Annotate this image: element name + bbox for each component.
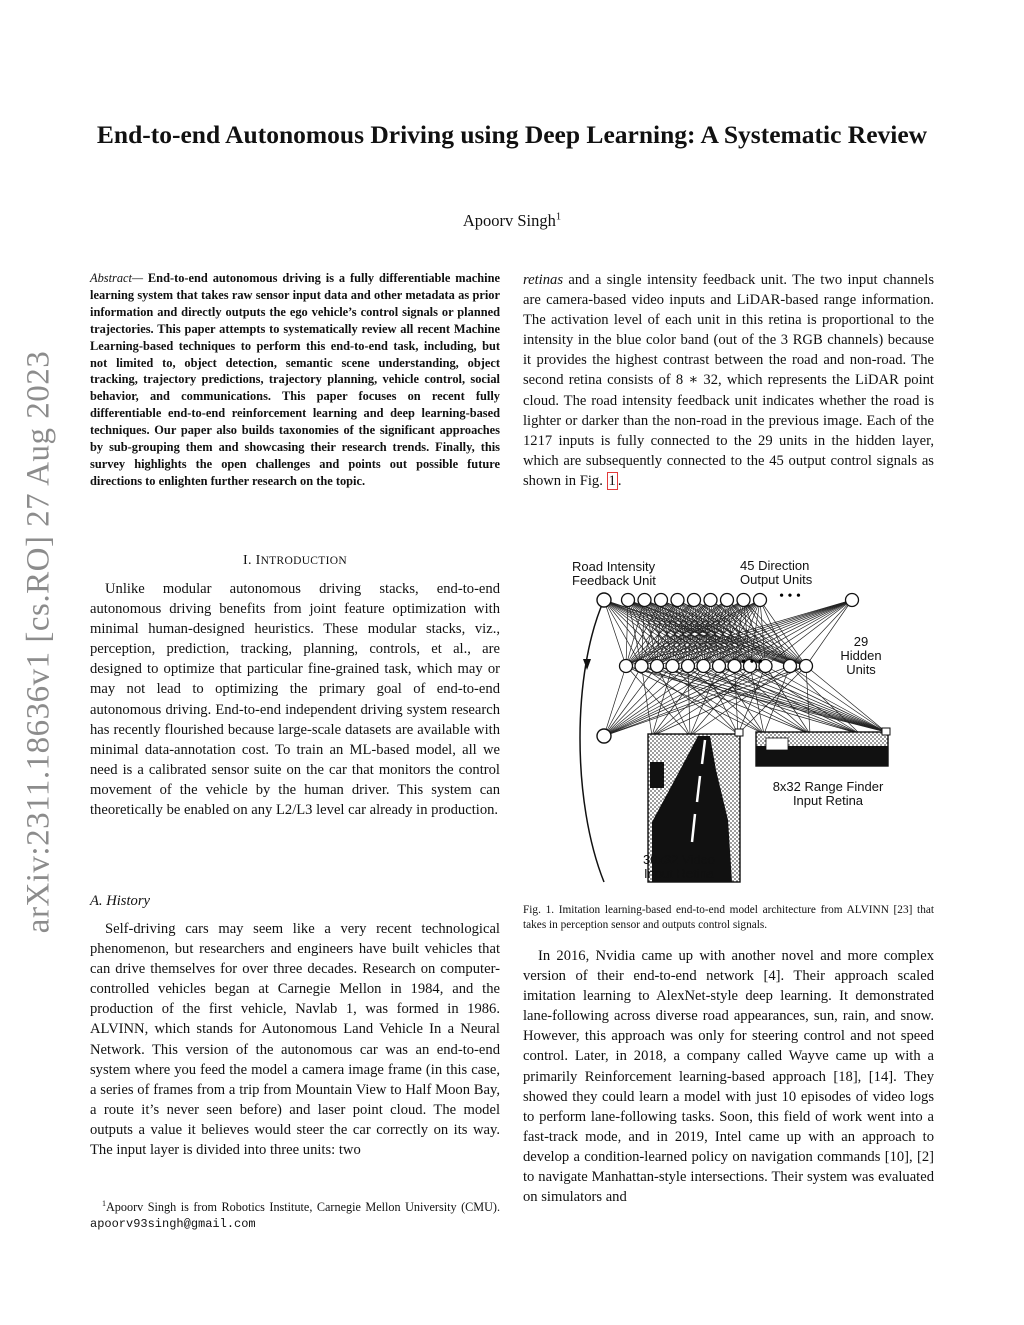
input-hidden-connection bbox=[604, 666, 657, 736]
label-hidden-line2: Hidden bbox=[840, 648, 882, 663]
hidden-unit-node bbox=[651, 660, 664, 673]
range-corner-unit bbox=[882, 728, 890, 735]
network-diagram bbox=[560, 552, 900, 892]
abstract-label: Abstract— bbox=[90, 271, 144, 285]
author-line bbox=[90, 211, 934, 231]
section-head-cap: I bbox=[255, 553, 261, 568]
output-unit-node bbox=[671, 594, 684, 607]
right-top-end: . bbox=[617, 472, 622, 489]
hidden-unit-node bbox=[635, 660, 648, 673]
hidden-unit-node bbox=[800, 660, 813, 673]
history-paragraph: Self-driving cars may seem like a very recent technological phenomenon, but researchers and engineers have built vehicles that can drive themselves for over three decades. Research on computer-controlled vehicles began at Carnegie Mellon in 1984, and the production of the first vehicle, Navlab 1, was formed in 1986. ALVINN, which stands for Autonomous Land Vehicle In a Neural Network. This version of the autonomous car was an end-to-end system where you feed the model a camera image frame (in this case, a series of frames from a trip from Mountain View to Half Moon Bay, a route it’s never seen before) and laser point cloud. The model outputs a value it believes would steer the car correctly on its way. The input layer is divided into three units: two bbox=[90, 921, 500, 1159]
hidden-unit-node bbox=[784, 660, 797, 673]
retinas-italic: retinas bbox=[523, 272, 563, 288]
output-unit-node bbox=[846, 594, 859, 607]
label-hidden-line3: Units bbox=[846, 662, 876, 677]
range-gap bbox=[766, 738, 788, 750]
output-unit-node bbox=[721, 594, 734, 607]
hidden-unit-node bbox=[713, 660, 726, 673]
label-output-line2: Output Units bbox=[740, 572, 813, 587]
video-roadside-object bbox=[650, 762, 664, 788]
paper-title: End-to-end Autonomous Driving using Deep Learning: A Systematic Review bbox=[96, 120, 928, 149]
right-top-text: and a single intensity feedback unit. The two input channels are camera-based video inputs and LiDAR-based range information. The activation level of each unit in this retina is proportional to the intensity in the blue color band (out of the 3 RGB channels) because it provides the highest contrast between the road and non-road. The second retina consists of 8 ∗ 32, which represents the LiDAR point cloud. The road intensity feedback unit indicates whether the road is lighter or darker than the non-road in the previous image. Each of the 1217 inputs is fully connected to the 29 units in the hidden layer, which are subsequently connected to the 45 output control signals as shown in Fig. bbox=[523, 272, 934, 489]
output-ellipsis: • • • bbox=[779, 589, 801, 604]
input-hidden-connection bbox=[688, 666, 860, 734]
input-hidden-connection bbox=[604, 666, 704, 736]
output-unit-node bbox=[704, 594, 717, 607]
output-unit-node bbox=[638, 594, 651, 607]
feedback-arrowhead bbox=[583, 659, 591, 670]
label-feedback-line1: Road Intensity bbox=[572, 559, 656, 574]
right-column-top-paragraph bbox=[523, 270, 934, 491]
figure-reference-link[interactable]: 1 bbox=[608, 472, 616, 489]
affiliation-mark: 1 bbox=[555, 211, 562, 223]
input-hidden-connection bbox=[806, 666, 810, 734]
label-range-line1: 8x32 Range Finder bbox=[772, 779, 884, 794]
label-hidden-line1: 29 bbox=[853, 634, 869, 649]
hidden-feedback-connection bbox=[604, 600, 719, 666]
feedback-input-unit bbox=[597, 729, 611, 743]
output-unit-node bbox=[655, 594, 668, 607]
label-range-line2: Input Retina bbox=[792, 793, 864, 808]
author-name: Apoorv Singh bbox=[462, 211, 556, 230]
label-video-line1: 30x32 Video bbox=[642, 852, 716, 867]
video-corner-unit bbox=[735, 729, 743, 736]
hidden-unit-node bbox=[697, 660, 710, 673]
section-heading-introduction bbox=[90, 553, 500, 569]
hidden-unit-node bbox=[620, 660, 633, 673]
arxiv-id: arXiv:2311.18636v1 [cs.RO] 27 Aug 2023 bbox=[20, 350, 57, 934]
hidden-ellipsis: • • • bbox=[741, 655, 763, 670]
abstract bbox=[90, 270, 500, 490]
output-unit-node bbox=[737, 594, 750, 607]
section-numeral: I. bbox=[243, 553, 256, 568]
input-hidden-connection bbox=[735, 666, 739, 734]
hidden-unit-node bbox=[682, 660, 695, 673]
figure-caption: Fig. 1. Imitation learning-based end-to-end model architecture from ALVINN [23] that takes in perception sensor and outputs control signals. bbox=[523, 904, 934, 931]
footnote-mark: 1 bbox=[102, 1199, 106, 1208]
subsection-heading-history: A. History bbox=[90, 893, 150, 909]
label-video-line2: Input Retina bbox=[643, 866, 715, 881]
arxiv-watermark bbox=[22, 342, 56, 942]
footnote bbox=[90, 1196, 500, 1232]
label-feedback-line2: Feedback Unit bbox=[572, 573, 656, 588]
output-unit-node bbox=[622, 594, 635, 607]
footnote-email[interactable]: apoorv93singh@gmail.com bbox=[90, 1216, 256, 1231]
intro-paragraph: Unlike modular autonomous driving stacks, end-to-end autonomous driving benefits from joint feature optimization with minimal human-designed heuristics. These modular stacks, viz., perception, prediction, tracking, planning, controls, et al., are designed to optimize that particular fine-grained task, which may or may not lead to optimizing the primary goal of end-to-end autonomous driving. End-to-end independent driving system research has recently flourished because large-scale datasets are available with minimal data-annotation cost. To train an ML-based model, all we need is a calibrated sensor suite on the car that monitors the control movement of the vehicle by the human driver. This system can theoretically be enabled on any L2/L3 level car already in production. bbox=[90, 581, 500, 819]
alvinn-figure bbox=[560, 552, 900, 892]
output-layer bbox=[622, 594, 859, 607]
hidden-unit-node bbox=[666, 660, 679, 673]
abstract-text: End-to-end autonomous driving is a fully differentiable machine learning system that takes raw sensor input data and other metadata as prior information and directly outputs the ego vehicle’s control signals or planned trajectories. This paper attempts to systematically review all recent Machine Learning-based techniques to perform this end-to-end task, including, but not limited to, object detection, semantic scene understanding, object tracking, trajectory predictions, trajectory planning, vehicle control, social behavior, and communications. This paper focuses on recent fully differentiable end-to-end reinforcement learning and deep learning-based techniques. Our paper also builds taxonomies of the significant approaches by sub-grouping them and showcasing their research trends. Finally, this survey highlights the open challenges and points out possible future directions to enlighten further research on the topic. bbox=[90, 271, 500, 488]
hidden-unit-node bbox=[728, 660, 741, 673]
footnote-text: Apoorv Singh is from Robotics Institute, Carnegie Mellon University (CMU). bbox=[106, 1200, 500, 1215]
feedback-output-unit bbox=[597, 593, 611, 607]
output-unit-node bbox=[754, 594, 767, 607]
output-unit-node bbox=[688, 594, 701, 607]
section-head-rest: NTRODUCTION bbox=[260, 555, 347, 567]
label-output-line1: 45 Direction bbox=[740, 558, 810, 573]
right-column-bottom-paragraph: In 2016, Nvidia came up with another novel and more complex version of their end-to-end network [4]. Their approach scaled imitation learning to AlexNet-style deep learning. It demonstrated lane-following across diverse road appearances, sun, rain, and snow. However, this approach was only for steering control and not speed control. Later, in 2018, a company called Wayve came up with a primarily Reinforcement learning-based approach [18], [14]. They showed they could learn a model with just 10 episodes of video logs to perform lane-following tasks. Soon, this field of work went into a fast-track mode, and in 2019, Intel came up with an approach to develop a condition-learned policy on navigation commands [10], [2] to navigate Manhattan-style intersections. Their system was evaluated on simulators and bbox=[523, 948, 934, 1206]
